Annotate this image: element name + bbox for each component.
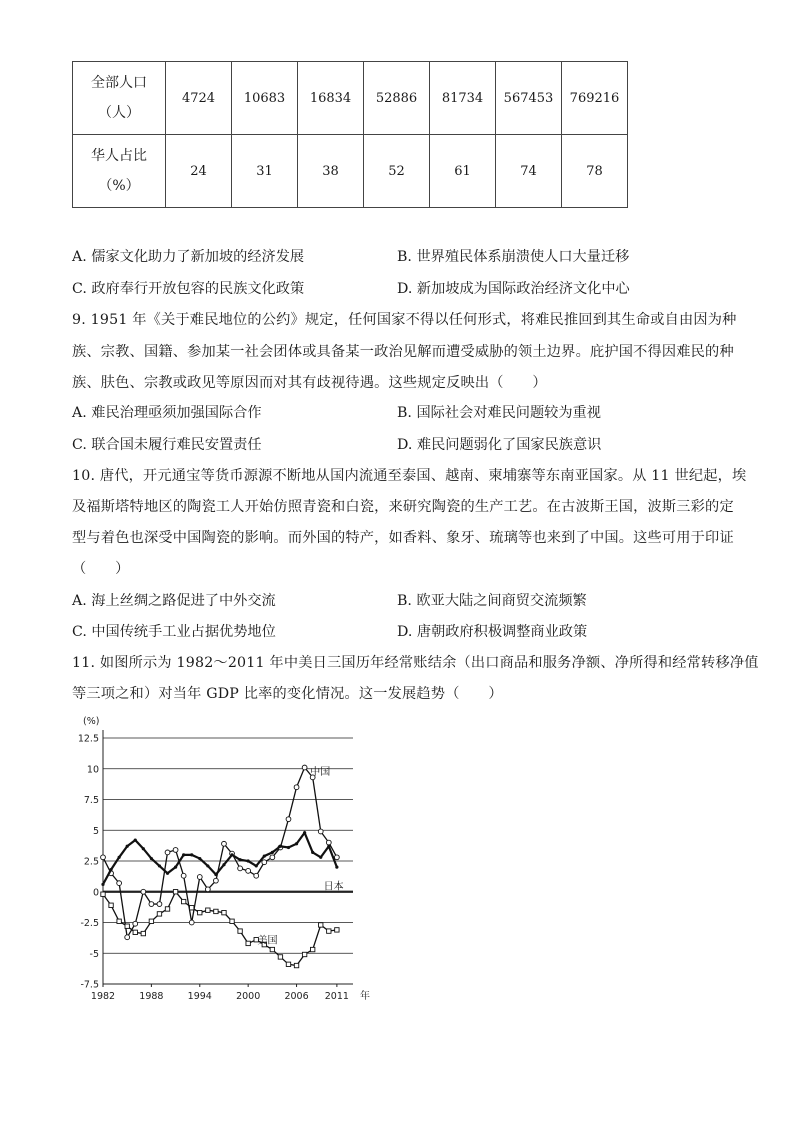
data-point [101,855,106,860]
row-label: 华人占比 [91,148,147,164]
data-point [117,919,121,923]
data-point [214,909,218,913]
table-cell: 61 [430,135,496,208]
y-tick-label: 10 [86,764,99,776]
series-label: 中国 [310,767,331,779]
table-row-header [73,135,166,208]
q9-option-b[interactable]: B. 国际社会对难民问题较为重视 [397,405,601,421]
data-point [263,854,266,857]
q9-option-a[interactable]: A. 难民治理亟须加强国际合作 [72,405,262,421]
data-point [246,868,251,873]
data-point [286,962,290,966]
data-point [158,864,161,867]
data-point [206,864,209,867]
row-label-unit: （人） [98,105,140,121]
data-point [125,924,129,928]
q10-option-a[interactable]: A. 海上丝绸之路促进了中外交流 [72,593,276,609]
q8-option-a[interactable]: A. 儒家文化助力了新加坡的经济发展 [72,249,305,265]
q8-option-d[interactable]: D. 新加坡成为国际政治经济文化中心 [397,281,630,297]
y-tick-label: 2.5 [83,856,99,868]
q10-stem-line: 10. 唐代，开元通宝等货币源源不断地从国内流通至泰国、越南、柬埔寨等东南亚国家。从 11 世纪起，埃 [72,468,747,484]
series-line [103,892,337,966]
data-point [190,853,193,856]
y-tick-label: -5 [89,948,99,960]
data-point [246,941,250,945]
table-row-header [73,62,166,135]
chart-labels [78,716,370,1002]
data-point [166,872,169,875]
table-cell: 31 [232,135,298,208]
data-point [125,935,130,940]
data-point [303,831,306,834]
data-point [222,910,226,914]
table-cell: 81734 [430,62,496,135]
q9-stem-line: 族、肤色、宗教或政见等原因而对其有歧视待遇。这些规定反映出（ ） [72,375,547,391]
data-point [238,866,243,871]
x-tick-label: 1994 [187,991,212,1002]
data-point [174,866,177,869]
data-point [157,902,162,907]
data-point [133,930,137,934]
y-tick-label: 12.5 [77,733,99,745]
current-account-chart [70,712,380,1012]
y-tick-label: -7.5 [80,979,99,991]
data-point [327,929,331,933]
x-tick-label: 2000 [236,991,261,1002]
table-row [73,135,628,208]
data-point [294,963,298,967]
q10-stem-line: （ ） [72,561,130,577]
data-point [133,921,138,926]
y-tick-label: 7.5 [83,795,99,806]
data-point [149,902,154,907]
data-point [214,878,219,883]
data-point [149,919,153,923]
data-point [294,785,299,790]
row-label: 全部人口 [91,75,147,91]
row-label-unit: （%） [98,178,140,194]
data-point [319,923,323,927]
data-point [109,868,112,871]
q10-stem-line: 型与着色也深受中国陶瓷的影响。而外国的特产，如香料、象牙、琉璃等也来到了中国。这些可用于印证 [72,530,734,546]
q9-stem-line: 9. 1951 年《关于难民地位的公约》规定，任何国家不得以任何形式，将难民推回到其生命或自由因为种 [72,312,737,328]
data-point [157,912,161,916]
data-point [214,873,217,876]
data-point [311,851,314,854]
data-point [247,859,250,862]
data-point [327,845,330,848]
data-point [254,873,259,878]
y-axis-label: (%) [83,716,100,727]
data-point [181,899,185,903]
data-point [270,855,275,860]
data-point [141,889,146,894]
table-cell: 567453 [496,62,562,135]
data-point [287,846,290,849]
data-point [319,856,322,859]
data-point [173,848,178,853]
data-point [118,856,121,859]
data-point [181,873,186,878]
q11-stem-line: 等三项之和）对当年 GDP 比率的变化情况。这一发展趋势（ ） [72,686,503,702]
data-point [134,838,137,841]
data-point [198,857,201,860]
data-point [230,853,233,856]
data-point [150,857,153,860]
q8-option-b[interactable]: B. 世界殖民体系崩溃使人口大量迁移 [397,249,630,265]
data-point [222,841,227,846]
table-cell: 4724 [166,62,232,135]
table-cell: 78 [562,135,628,208]
data-point [279,845,282,848]
data-point [278,955,282,959]
data-point [262,860,267,865]
data-point [271,851,274,854]
data-point [206,908,210,912]
data-point [197,875,202,880]
data-point [117,881,122,886]
data-point [270,947,274,951]
table-row [73,62,628,135]
table-cell: 52886 [364,62,430,135]
series-line [103,833,337,885]
series-label: 美国 [257,935,278,947]
data-point [238,929,242,933]
series-label: 日本 [323,881,344,893]
x-tick-label: 2011 [324,991,349,1002]
data-point [326,840,331,845]
q10-stem-line: 及福斯塔特地区的陶瓷工人开始仿照青瓷和白瓷，来研究陶瓷的生产工艺。在古波斯王国，波斯三彩的定 [72,499,734,515]
q9-option-d[interactable]: D. 难民问题弱化了国家民族意识 [397,437,602,453]
chart-series [101,765,340,968]
q10-option-c[interactable]: C. 中国传统手工业占据优势地位 [72,624,276,640]
population-table [72,61,628,208]
data-point [198,910,202,914]
data-point [205,887,210,892]
data-point [310,947,314,951]
q10-option-d[interactable]: D. 唐朝政府积极调整商业政策 [397,624,588,640]
table-cell: 74 [496,135,562,208]
table-cell: 24 [166,135,232,208]
data-point [101,892,105,896]
table-cell: 10683 [232,62,298,135]
q8-option-c[interactable]: C. 政府奉行开放包容的民族文化政策 [72,281,305,297]
x-tick-label: 1982 [90,991,116,1002]
q9-stem-line: 族、宗教、国籍、参加某一社会团体或具备某一政治见解而遭受威胁的领土边界。庇护国不得因难民的种 [72,344,734,360]
q9-option-c[interactable]: C. 联合国未履行难民安置责任 [72,437,262,453]
data-point [230,919,234,923]
x-tick-label: 2006 [284,991,309,1002]
x-axis-label: 年 [360,991,370,1002]
data-point [222,863,225,866]
data-point [295,842,298,845]
data-point [126,845,129,848]
data-point [190,906,194,910]
y-tick-label: -2.5 [80,918,99,929]
x-tick-label: 1988 [139,991,164,1002]
data-point [142,847,145,850]
table-cell: 16834 [298,62,364,135]
data-point [335,928,339,932]
data-point [302,765,307,770]
data-point [101,883,104,886]
data-point [109,903,113,907]
data-point [141,931,145,935]
y-tick-label: 0 [92,887,99,899]
table-cell: 769216 [562,62,628,135]
data-point [165,907,169,911]
data-point [302,952,306,956]
y-tick-label: 5 [92,825,99,837]
data-point [182,853,185,856]
data-point [255,864,258,867]
data-point [286,817,291,822]
data-point [173,890,177,894]
data-point [335,866,338,869]
data-point [318,829,323,834]
data-point [238,858,241,861]
table-cell: 38 [298,135,364,208]
q10-option-b[interactable]: B. 欧亚大陆之间商贸交流频繁 [397,593,587,609]
table-cell: 52 [364,135,430,208]
q11-stem-line: 11. 如图所示为 1982～2011 年中美日三国历年经常账结余（出口商品和服务净额、净所得和经常转移净值 [72,655,759,671]
data-point [165,850,170,855]
data-point [334,855,339,860]
data-point [189,920,194,925]
